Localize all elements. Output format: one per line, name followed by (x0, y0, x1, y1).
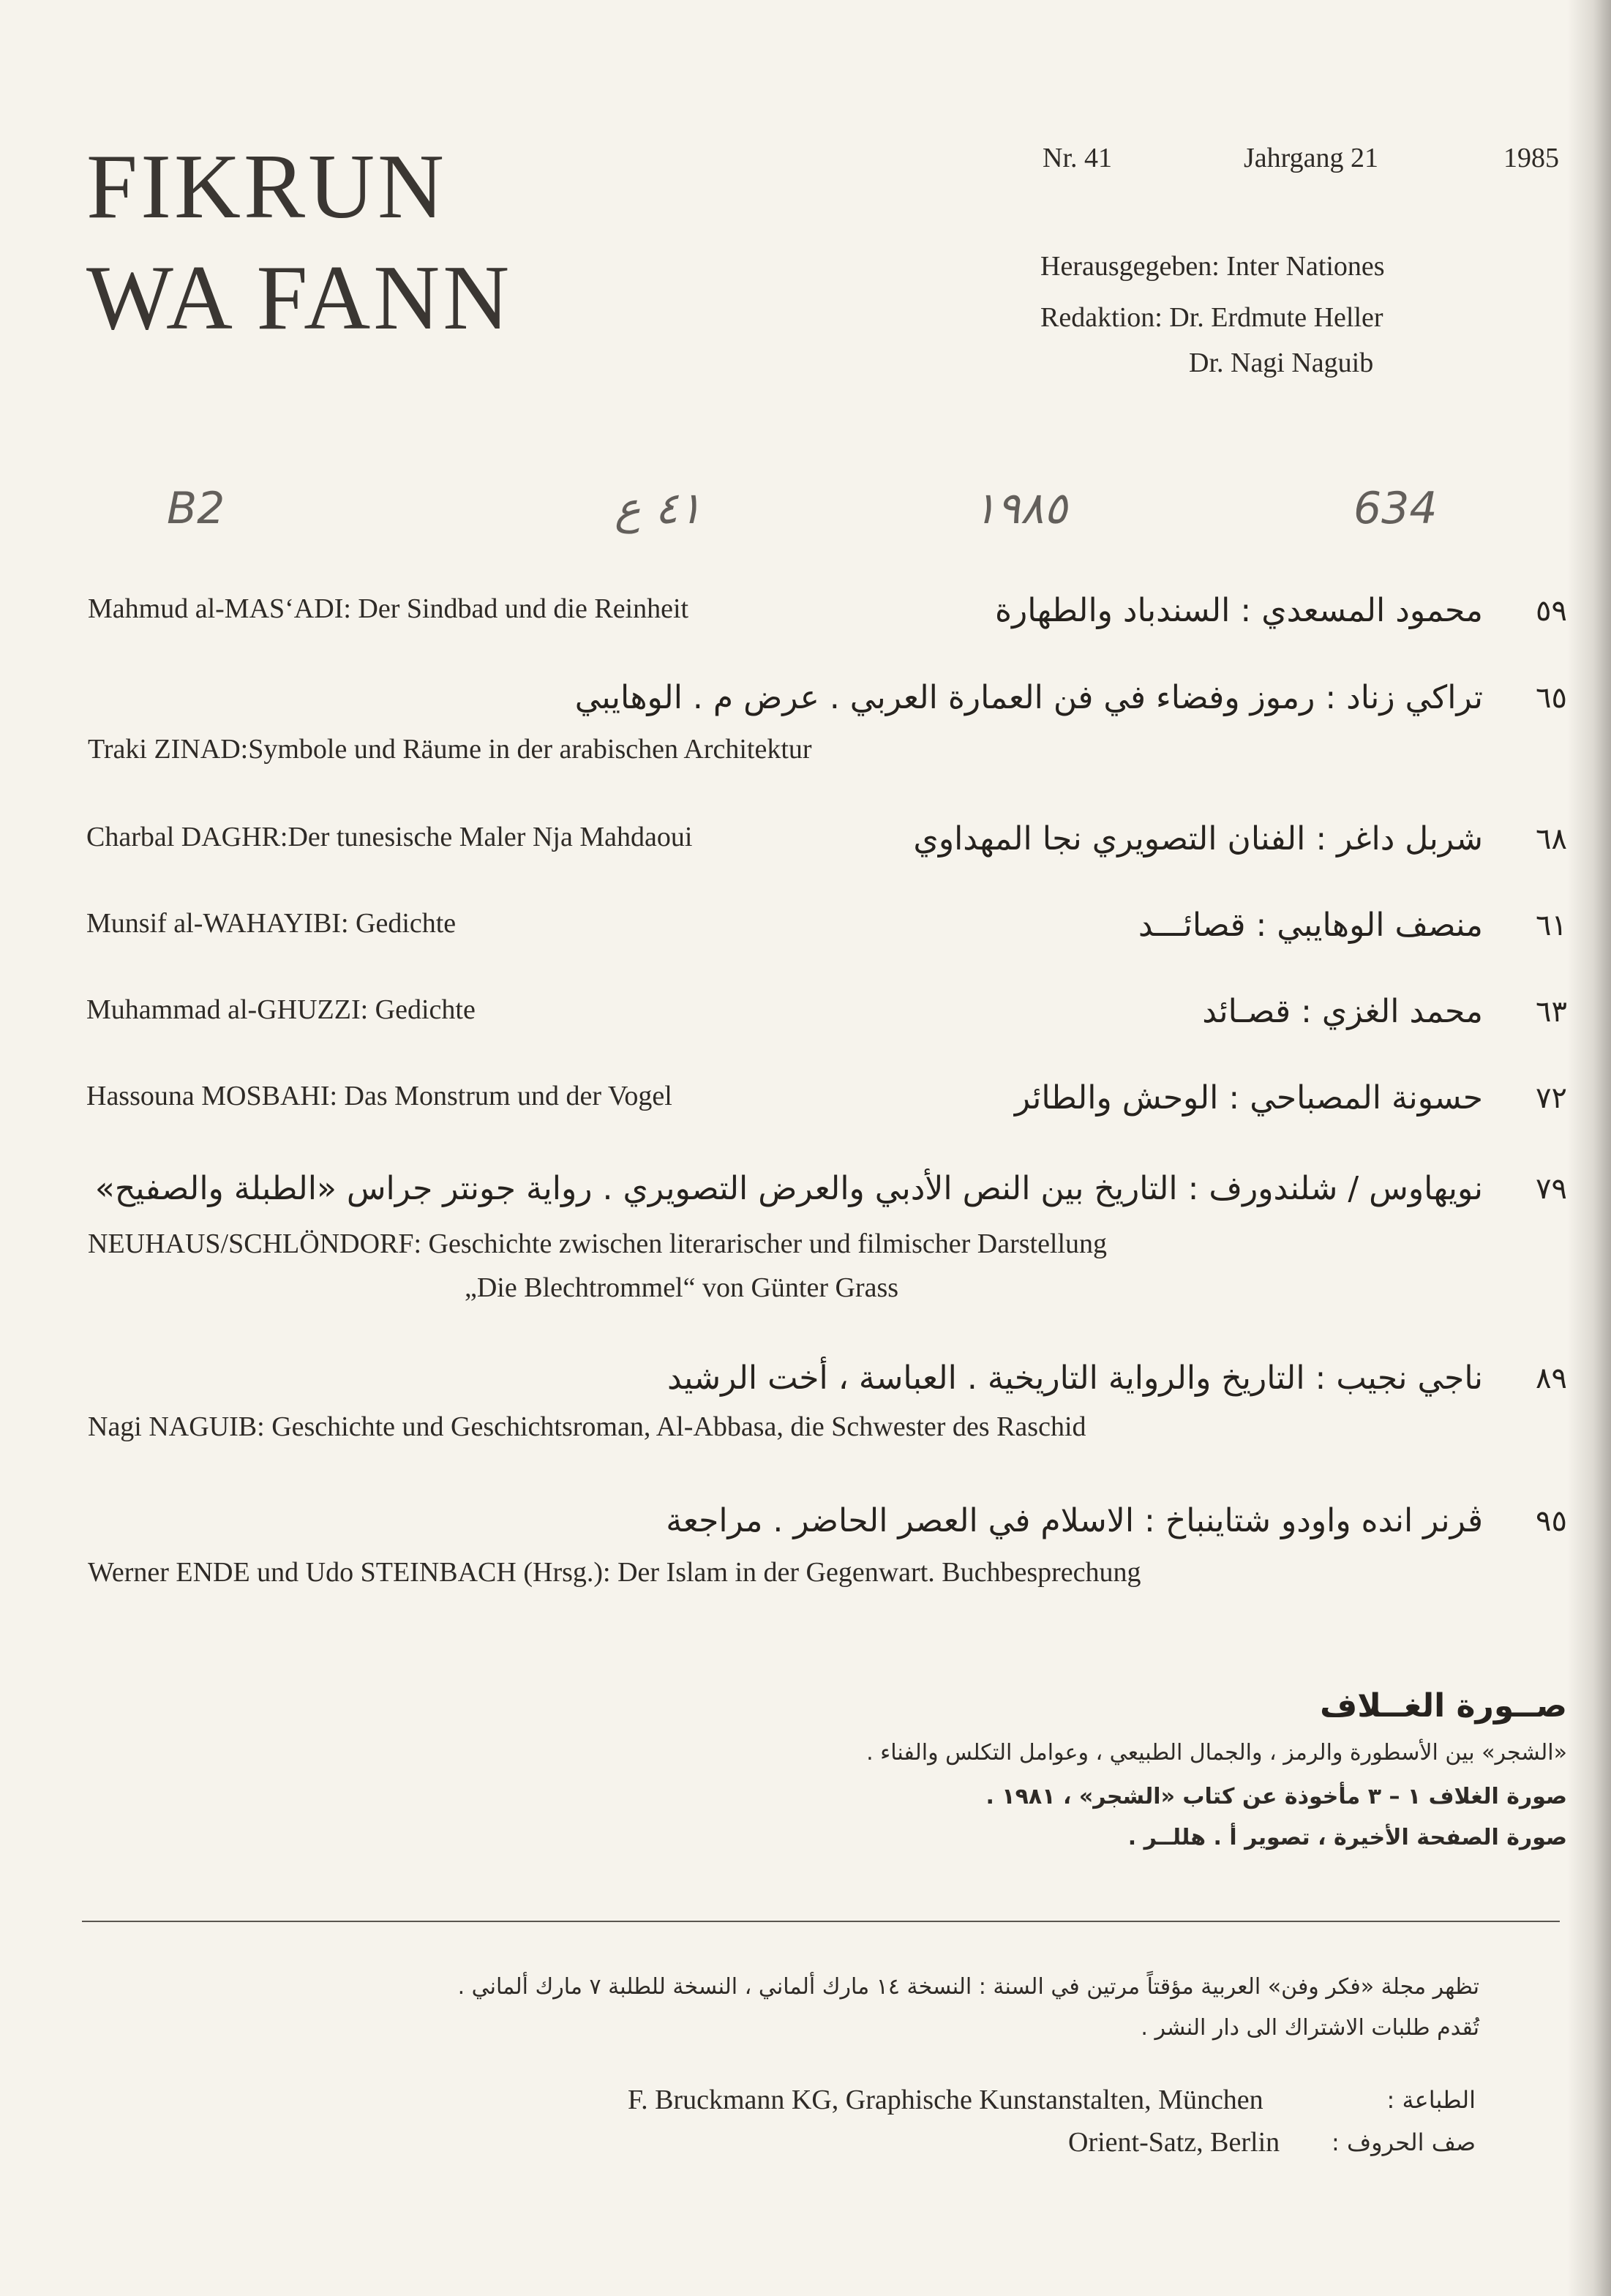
title-line-2: WA FANN (86, 247, 513, 349)
toc-page-number: ٥٩ (1536, 594, 1567, 628)
handwritten-note-2: ٤١ ع (615, 483, 702, 534)
issue-number: Nr. 41 (1043, 143, 1112, 173)
printer-label: الطباعة : (1386, 2086, 1476, 2114)
toc-arabic-title: منصف الوهايبي : قصائـــد (1138, 907, 1483, 944)
page-edge-shadow (1567, 0, 1611, 2296)
handwritten-note-1: B2 (167, 483, 225, 534)
toc-arabic-title: تراكي زناد : رموز وفضاء في فن العمارة العربي . عرض م . الوهايبي (574, 679, 1483, 716)
typesetter-name: Orient-Satz, Berlin (1068, 2127, 1280, 2158)
footer-divider (82, 1921, 1560, 1922)
toc-page-number: ٦٣ (1536, 995, 1567, 1029)
toc-arabic-title: محمود المسعدي : السندباد والطهارة (994, 592, 1483, 629)
issue-year: 1985 (1503, 143, 1559, 173)
toc-page-number: ٧٩ (1536, 1172, 1567, 1206)
journal-title (86, 132, 512, 354)
toc-german-title: Traki ZINAD:Symbole und Räume in der arabischen Architektur (88, 734, 812, 765)
editor-2-line: Dr. Nagi Naguib (1189, 348, 1374, 378)
toc-arabic-title: ڤرنر انده واودو شتاينباخ : الاسلام في العصر الحاضر . مراجعة (666, 1502, 1483, 1539)
cover-line-1: «الشجر» بين الأسطورة والرمز ، والجمال الطبيعي ، وعوامل التكلس والفناء . (866, 1740, 1567, 1766)
toc-german-title: Munsif al-WAHAYIBI: Gedichte (86, 908, 457, 939)
handwritten-note-3: ١٩٨٥ (973, 483, 1067, 534)
toc-german-title: NEUHAUS/SCHLÖNDORF: Geschichte zwischen literarischer und filmischer Darstellung (88, 1228, 1108, 1259)
toc-arabic-title: حسونة المصباحي : الوحش والطائر (1014, 1079, 1483, 1117)
typesetter-label: صف الحروف : (1332, 2128, 1476, 2156)
toc-page-number: ٧٢ (1536, 1081, 1567, 1115)
toc-german-title: Werner ENDE und Udo STEINBACH (Hrsg.): Der Islam in der Gegenwart. Buchbesprechung (88, 1557, 1141, 1588)
toc-page-number: ٩٥ (1536, 1504, 1567, 1538)
subscription-note: تظهر مجلة «فكر وفن» العربية مؤقتاً مرتين في السنة : النسخة ١٤ مارك ألماني ، النسخة للطلبة ٧ مارك ألماني . (457, 1974, 1479, 2000)
toc-german-title: Hassouna MOSBAHI: Das Monstrum und der Vogel (86, 1081, 672, 1111)
volume-number: Jahrgang 21 (1244, 143, 1378, 173)
toc-german-title: Mahmud al-MAS‘ADI: Der Sindbad und die Reinheit (88, 593, 689, 624)
subscription-order-note: تُقدم طلبات الاشتراك الى دار النشر . (1141, 2015, 1479, 2041)
cover-line-3: صورة الصفحة الأخيرة ، تصوير أ . هللــر . (1127, 1825, 1567, 1850)
toc-german-title: Charbal DAGHR:Der tunesische Maler Nja Mahdaoui (86, 822, 693, 852)
toc-arabic-title: محمد الغزي : قصـائد (1202, 993, 1483, 1030)
printer-name: F. Bruckmann KG, Graphische Kunstanstalten, München (628, 2085, 1263, 2115)
toc-page-number: ٨٩ (1536, 1362, 1567, 1395)
publisher-line: Herausgegeben: Inter Nationes (1040, 251, 1385, 282)
toc-page-number: ٦١ (1536, 909, 1567, 942)
toc-arabic-title: نويهاوس / شلندورف : التاريخ بين النص الأدبي والعرض التصويري . رواية جونتر جراس «الطبلة والصفيح» (94, 1170, 1483, 1207)
toc-page-number: ٦٨ (1536, 822, 1567, 856)
title-line-1: FIKRUN (86, 136, 448, 238)
toc-arabic-title: شربل داغر : الفنان التصويري نجا المهداوي (913, 820, 1483, 858)
toc-page-number: ٦٥ (1536, 681, 1567, 715)
editors-line: Redaktion: Dr. Erdmute Heller (1040, 302, 1383, 333)
cover-heading: صــورة الغــلاف (1320, 1687, 1567, 1725)
handwritten-note-4: 634 (1353, 483, 1438, 534)
toc-german-title: Nagi NAGUIB: Geschichte und Geschichtsroman, Al-Abbasa, die Schwester des Raschid (88, 1411, 1086, 1442)
cover-line-2: صورة الغلاف ١ – ٣ مأخوذة عن كتاب «الشجر» ، ١٩٨١ . (985, 1784, 1567, 1809)
toc-arabic-title: ناجي نجيب : التاريخ والرواية التاريخية . العباسة ، أخت الرشيد (666, 1359, 1483, 1397)
toc-german-title: Muhammad al-GHUZZI: Gedichte (86, 994, 476, 1025)
toc-german-subtitle: „Die Blechtrommel“ von Günter Grass (465, 1272, 899, 1303)
